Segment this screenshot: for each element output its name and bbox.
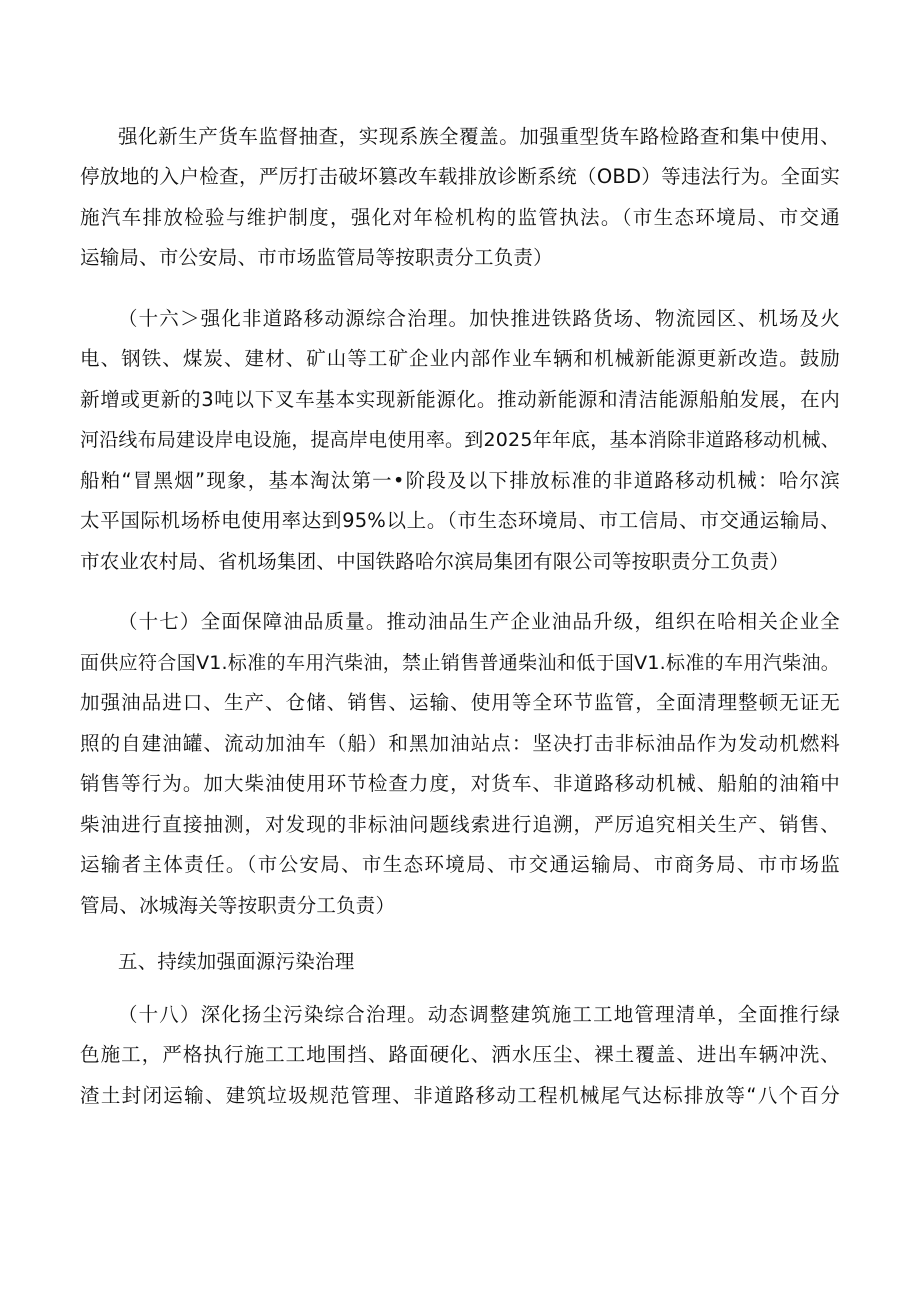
text-line: 面供应符合国V1.标准的车用汽柴油，禁止销售普通柴汕和低于国V1.标准的车用汽柴油。 [80,652,840,674]
text-line: 市农业农村局、省机场集团、中国铁路哈尔滨局集团有限公司等按职责分工负责） [80,550,790,573]
section-heading: 五、持续加强面源污染治理 [118,950,355,973]
text-line: 停放地的入户检查，严厉打击破坏篡改车载排放诊断系统（OBD）等违法行为。全面实 [80,165,840,188]
text-line: 强化新生产货车监督抽查，实现系族全覆盖。加强重型货车路检路查和集中使用、 [118,125,840,148]
text-line: 柴油进行直接抽测，对发现的非标油问题线索进行追溯，严厉追究相关生产、销售、 [80,813,840,836]
text-line: 销售等行为。加大柴油使用环节检查力度，对货车、非道路移动机械、船舶的油箱中 [80,772,840,795]
text-line: （十八）深化扬尘污染综合治理。动态调整建筑施工工地管理清单，全面推行绿 [118,1003,840,1026]
text-line: 加强油品进口、生产、仓储、销售、运输、使用等全环节监管，全面清理整顿无证无 [80,691,840,714]
text-line: 施汽车排放检验与维护制度，强化对年检机构的监管执法。（市生态环境局、市交通 [80,206,840,229]
text-line: 河沿线布局建设岸电设施，提高岸电使用率。到2025年年底，基本消除非道路移动机械、 [80,429,840,451]
text-line: 照的自建油罐、流动加油车（船）和黑加油站点：坚决打击非标油品作为发动机燃料 [80,732,840,755]
text-line: （十七）全面保障油品质量。推动油品生产企业油品升级，组织在哈相关企业全 [118,610,840,633]
text-line: 船粕“冒黑烟”现象，基本淘汰第一•阶段及以下排放标准的非道路移动机械：哈尔滨 [80,469,840,492]
text-line: 电、钢铁、煤炭、建材、矿山等工矿企业内部作业车辆和机械新能源更新改造。鼓励 [80,347,840,370]
text-line: 新增或更新的3吨以下叉车基本实现新能源化。推动新能源和清洁能源船舶发展，在内 [80,388,840,411]
text-line: 运输局、市公安局、市市场监管局等按职责分工负责） [80,246,553,269]
text-line: 渣土封闭运输、建筑垃圾规范管理、非道路移动工程机械尾气达标排放等“八个百分 [80,1084,840,1107]
text-line: （十六＞强化非道路移动源综合治理。加快推进铁路货场、物流园区、机场及火 [118,307,840,330]
text-line: 太平国际机场桥电使用率达到95%以上。（市生态环境局、市工信局、市交通运输局、 [80,509,840,532]
text-line: 管局、冰城海关等按职责分工负责） [80,894,396,917]
text-line: 色施工，严格执行施工工地围挡、路面硬化、洒水压尘、裸土覆盖、进出车辆冲洗、 [80,1043,840,1066]
text-line: 运输者主体责任。（市公安局、市生态环境局、市交通运输局、市商务局、市市场监 [80,853,840,876]
